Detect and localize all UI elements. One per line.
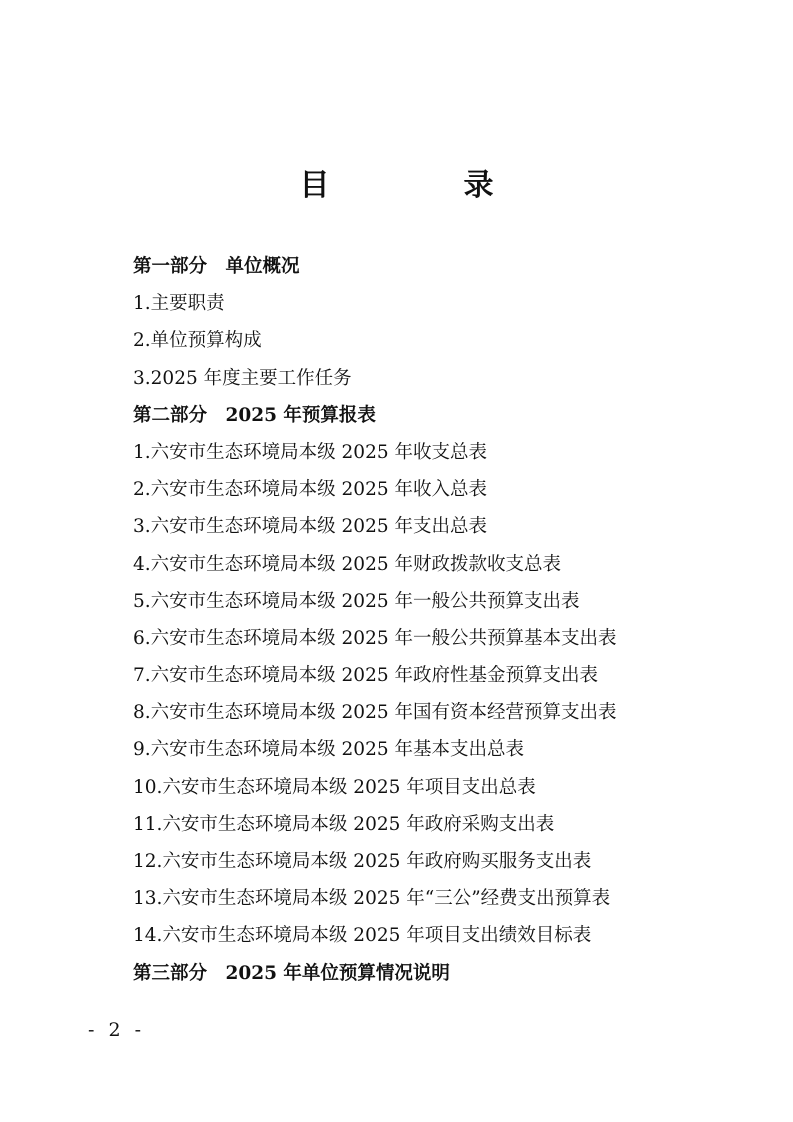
toc-item: 6.六安市生态环境局本级 2025 年一般公共预算基本支出表 [133, 627, 617, 649]
toc-item: 14.六安市生态环境局本级 2025 年项目支出绩效目标表 [133, 925, 592, 947]
toc-item: 4.六安市生态环境局本级 2025 年财政拨款收支总表 [133, 553, 561, 575]
toc-item: 2.六安市生态环境局本级 2025 年收入总表 [133, 479, 487, 501]
toc-item: 3.六安市生态环境局本级 2025 年支出总表 [133, 516, 487, 538]
toc-section-3: 第三部分 2025 年单位预算情况说明 [133, 962, 450, 984]
toc-item: 9.六安市生态环境局本级 2025 年基本支出总表 [133, 739, 524, 761]
toc-section-1: 第一部分 单位概况 [133, 256, 300, 277]
page-title: 目 录 [299, 168, 546, 203]
toc-item: 8.六安市生态环境局本级 2025 年国有资本经营预算支出表 [133, 702, 617, 724]
table-of-contents [133, 248, 733, 992]
toc-item: 13.六安市生态环境局本级 2025 年“三公”经费支出预算表 [133, 888, 611, 910]
page-number: - 2 - [88, 1019, 146, 1041]
toc-section-2: 第二部分 2025 年预算报表 [133, 404, 376, 426]
toc-item: 1.六安市生态环境局本级 2025 年收支总表 [133, 441, 487, 463]
toc-item: 5.六安市生态环境局本级 2025 年一般公共预算支出表 [133, 590, 580, 612]
toc-item: 12.六安市生态环境局本级 2025 年政府购买服务支出表 [133, 851, 592, 872]
toc-item: 3.2025 年度主要工作任务 [133, 367, 352, 389]
toc-item: 11.六安市生态环境局本级 2025 年政府采购支出表 [133, 813, 555, 835]
toc-item: 10.六安市生态环境局本级 2025 年项目支出总表 [133, 776, 536, 798]
toc-item: 1.主要职责 [133, 293, 225, 315]
toc-item: 7.六安市生态环境局本级 2025 年政府性基金预算支出表 [133, 665, 598, 687]
toc-item: 2.单位预算构成 [133, 330, 262, 352]
